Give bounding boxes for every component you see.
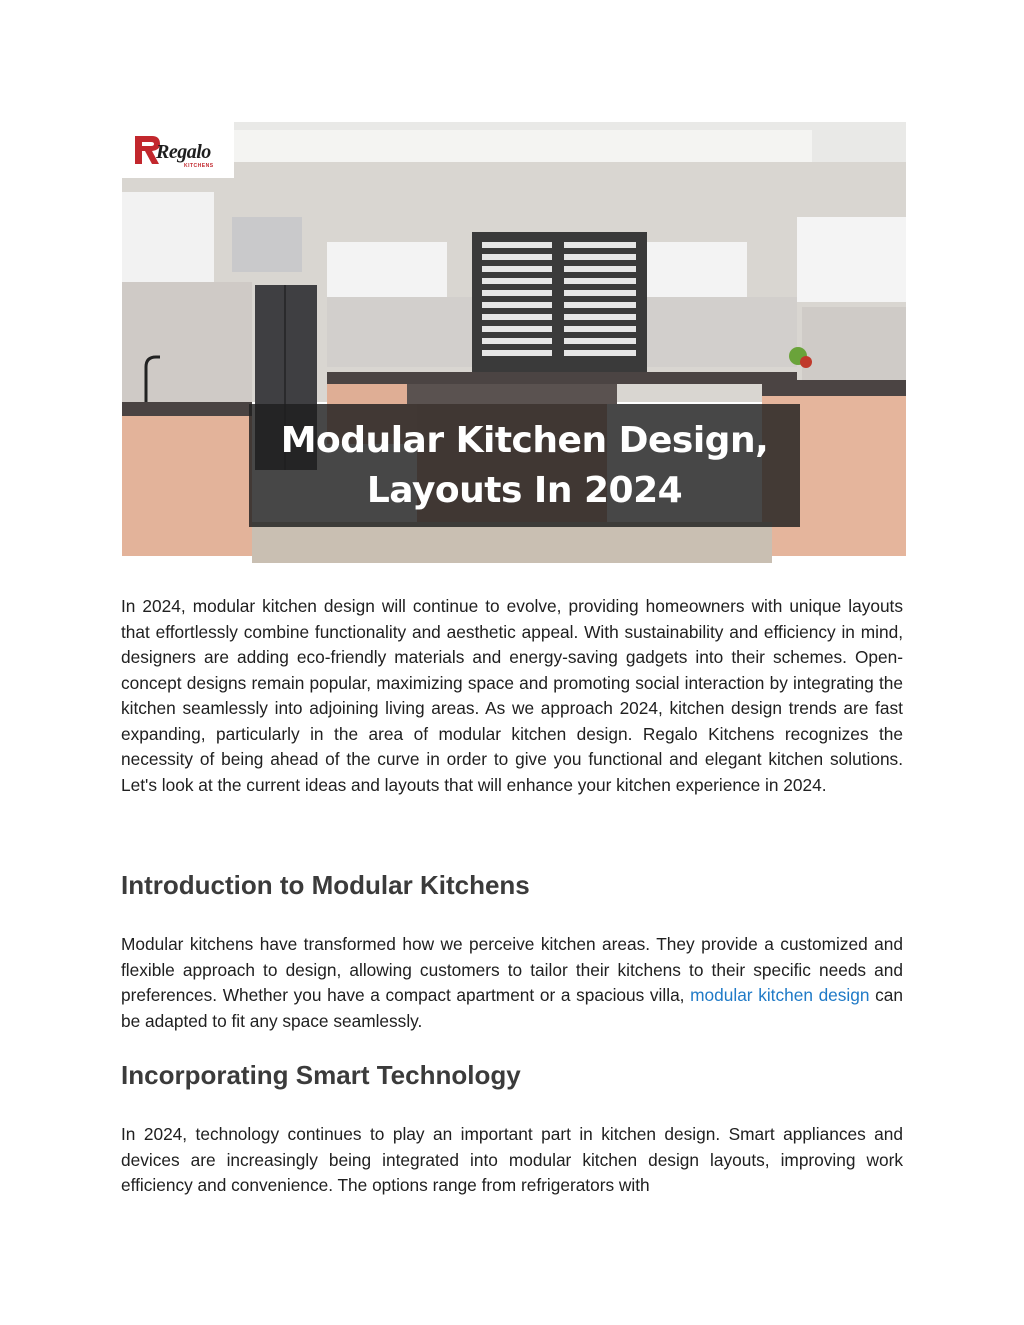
section-paragraph-intro — [121, 932, 903, 1034]
logo — [122, 122, 234, 178]
section-paragraph-smart-tech: In 2024, technology continues to play an important part in kitchen design. Smart appliances and devices are increasingly being integrated into modular kitchen design layouts, improving work efficiency and convenience. The options range from refrigerators with — [121, 1124, 903, 1195]
hero-title-line-1: Modular Kitchen Design, — [280, 419, 769, 461]
hero-title-box — [249, 404, 800, 527]
section-heading-smart-tech: Incorporating Smart Technology — [121, 1060, 521, 1090]
intro-paragraph: In 2024, modular kitchen design will continue to evolve, providing homeowners with unique layouts that effortlessly combine functionality and aesthetic appeal. With sustainability and efficiency in mind, designers are adding eco-friendly materials and energy-saving gadgets into their schemes. Open-concept designs remain popular, maximizing space and promoting social interaction by integrating the kitchen seamlessly into adjoining living areas. As we approach 2024, kitchen design trends are fast expanding, particularly in the area of modular kitchen design. Regalo Kitchens recognizes the necessity of being ahead of the curve in order to give you functional and elegant kitchen solutions. Let's look at the current ideas and layouts that will enhance your kitchen experience in 2024. — [121, 596, 903, 795]
paragraph-text: Modular kitchens have transformed how we perceive kitchen areas. They provide a customized and flexible approach to design, allowing customers to tailor their kitchens to their specific needs and preferences. Whether you have a compact apartment or a spacious villa, — [121, 934, 903, 1005]
modular-kitchen-design-link[interactable]: modular kitchen design — [690, 985, 870, 1005]
hero-image — [122, 122, 906, 563]
hero-title-line-2: Layouts In 2024 — [366, 469, 683, 511]
logo-subtitle: KITCHENS — [184, 163, 214, 169]
paragraph-text: can be adapted to fit any space seamlessly. — [121, 985, 903, 1031]
section-heading-intro: Introduction to Modular Kitchens — [121, 870, 530, 900]
logo-wordmark: Regalo — [156, 141, 211, 163]
